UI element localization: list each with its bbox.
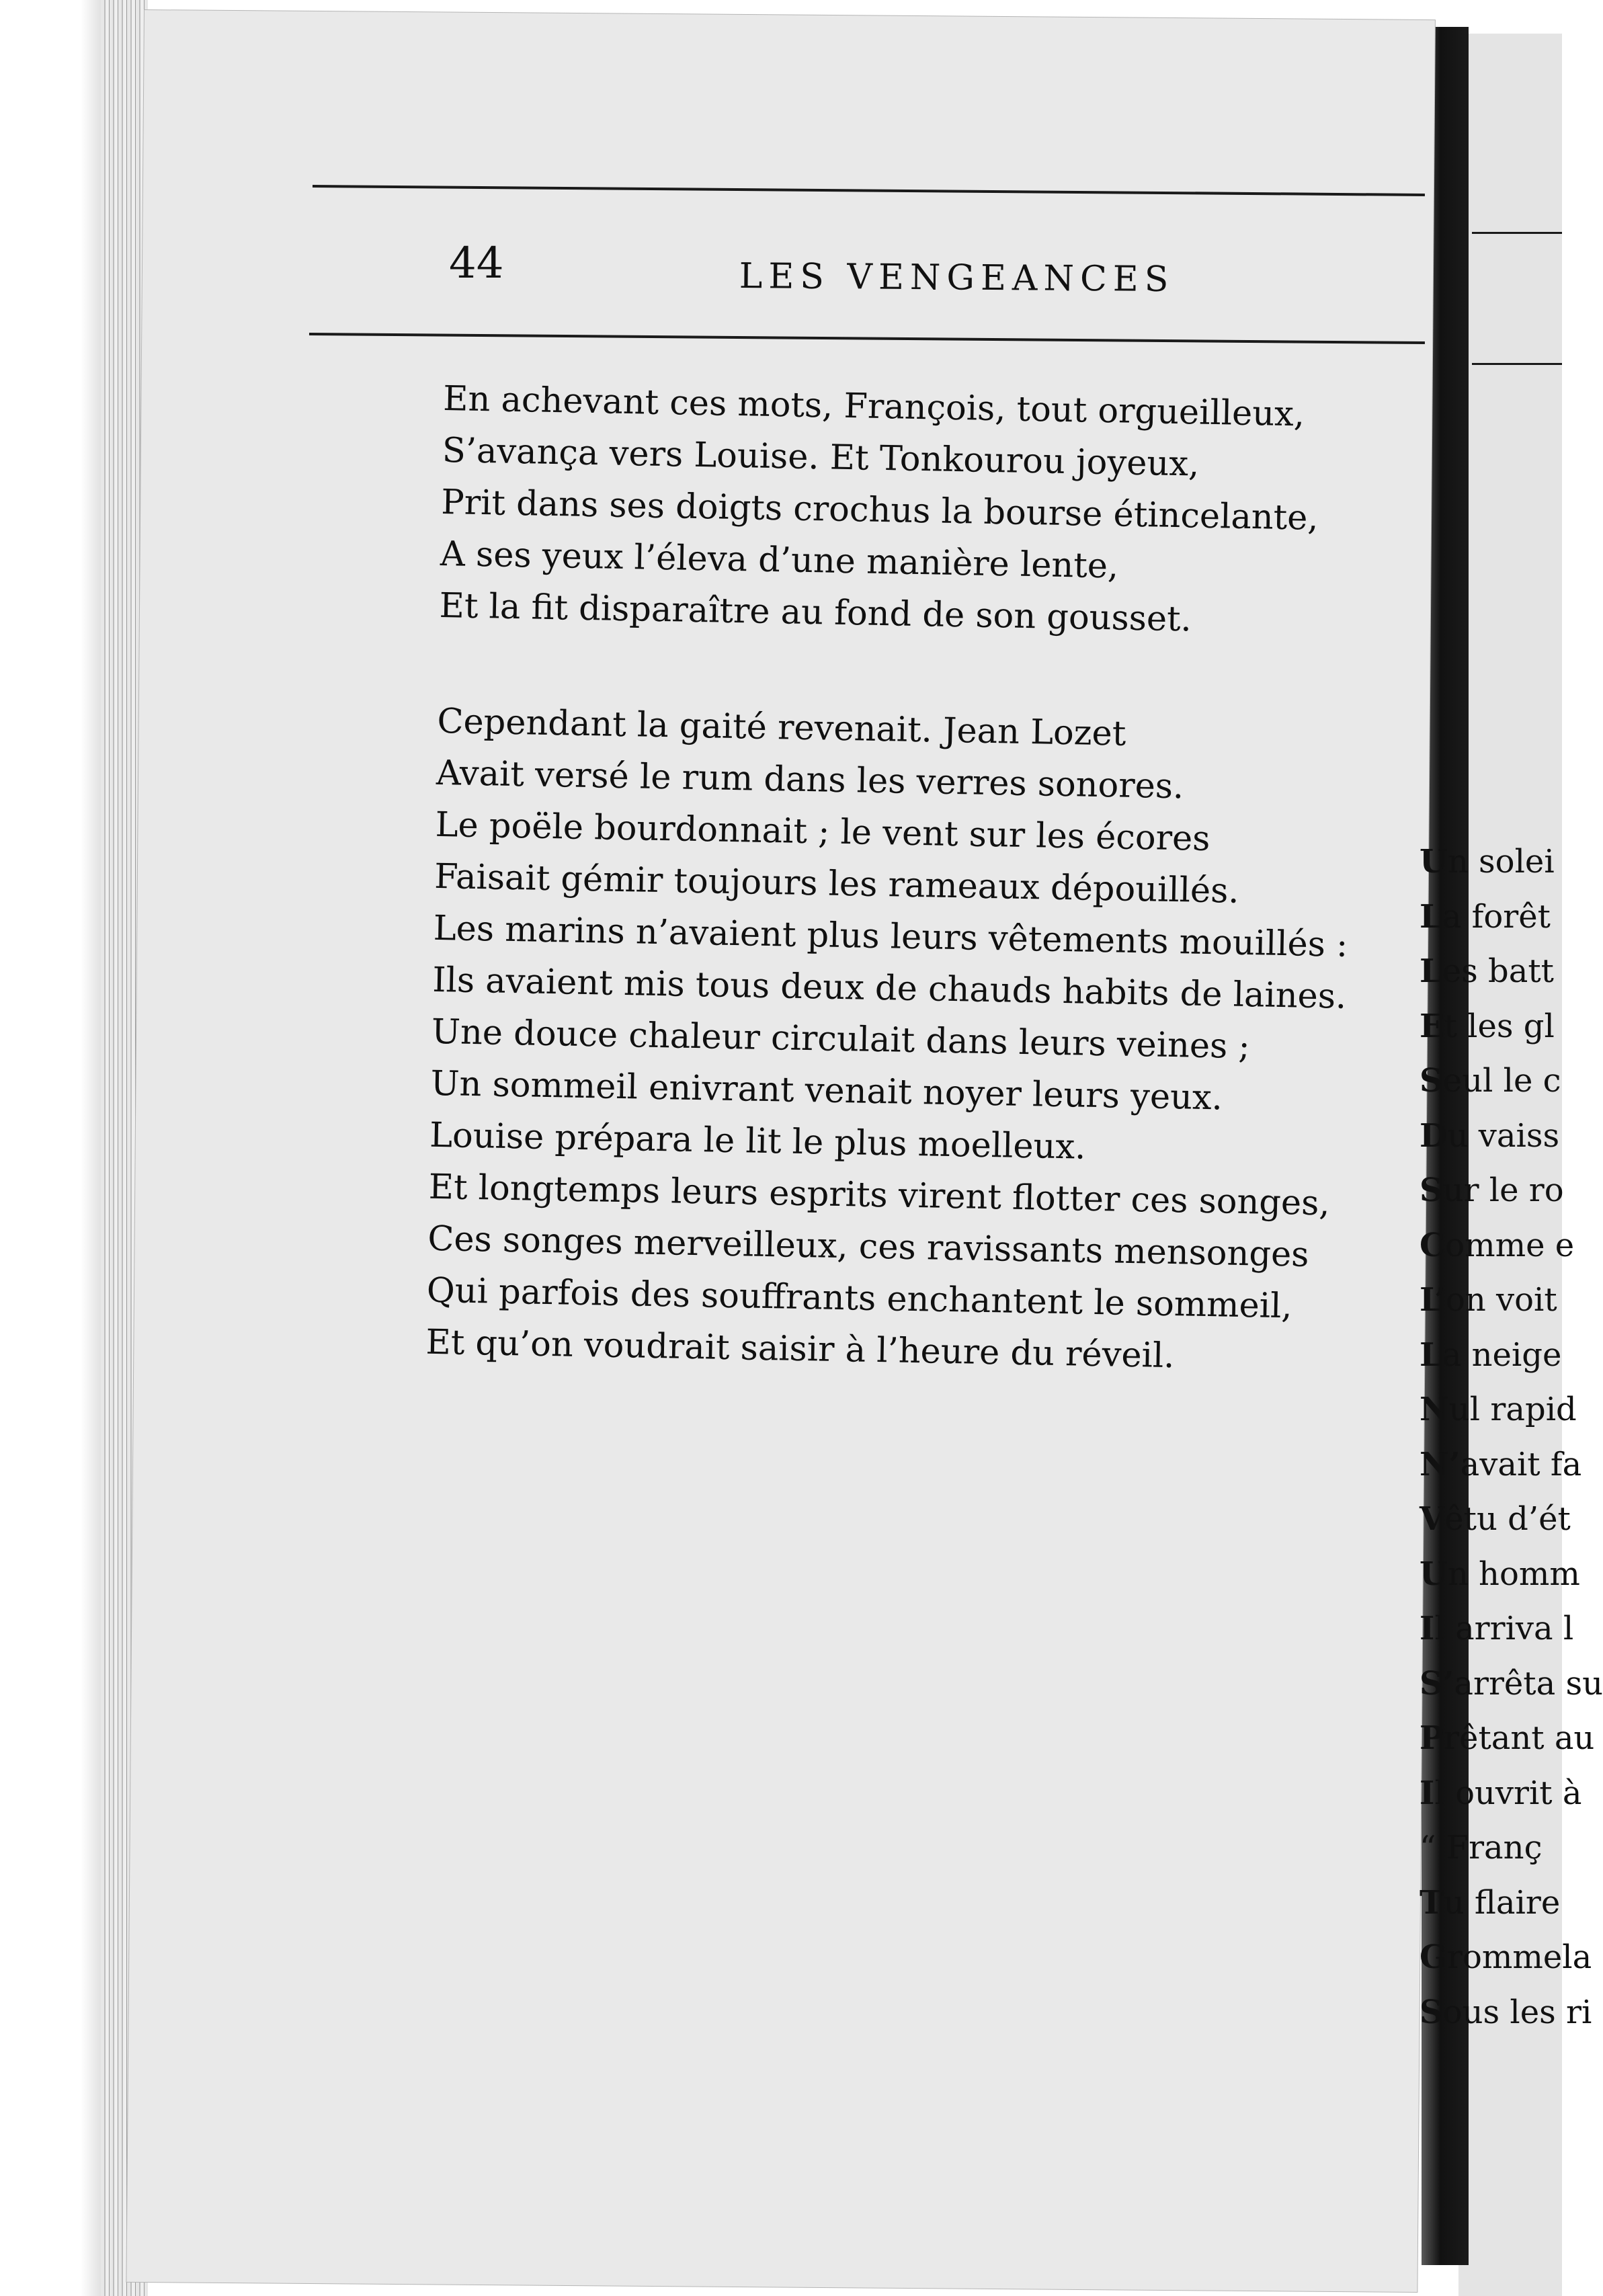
facing-page-line: Grommela: [1420, 1938, 1592, 1976]
poem-line: Les marins n’avaient plus leurs vêtements mouillés :: [433, 908, 1348, 965]
poem-line: Le poële bourdonnait ; le vent sur les écores: [435, 805, 1210, 860]
facing-page-line: Un homm: [1420, 1555, 1580, 1593]
facing-page-line: Les batt: [1420, 952, 1554, 990]
running-head: LES VENGEANCES: [739, 256, 1175, 300]
poem-line: Cependant la gaité revenait. Jean Lozet: [436, 701, 1126, 754]
poem-line: Et la fit disparaître au fond de son gousset.: [439, 585, 1192, 640]
poem-line: Et longtemps leurs esprits virent flotter ces songes,: [428, 1167, 1331, 1224]
poem-line: Un sommeil enivrant venait noyer leurs yeux.: [430, 1063, 1223, 1118]
poem-line: Ces songes merveilleux, ces ravissants mensonges: [427, 1219, 1309, 1275]
facing-page-line: Prêtant au: [1420, 1719, 1595, 1757]
facing-page-line: Il arriva l: [1420, 1610, 1574, 1647]
facing-page-line: Et les gl: [1420, 1007, 1555, 1045]
poem-line: Prit dans ses doigts crochus la bourse étincelante,: [440, 482, 1319, 538]
poem-line: Louise prépara le lit le plus moelleux.: [429, 1115, 1086, 1167]
facing-page-line: Il ouvrit à: [1420, 1774, 1582, 1812]
facing-page-line: Comme e: [1420, 1226, 1575, 1264]
facing-page-line: La neige: [1420, 1336, 1562, 1374]
poem-line: Qui parfois des souffrants enchantent le sommeil,: [426, 1270, 1293, 1327]
poem-line: Et qu’on voudrait saisir à l’heure du réveil.: [425, 1322, 1175, 1377]
facing-page-line: La forêt: [1420, 897, 1551, 936]
facing-page-line: Un solei: [1420, 843, 1555, 880]
facing-page-line: Du vaiss: [1420, 1116, 1560, 1155]
facing-page-line: Sous les ri: [1420, 1993, 1592, 2031]
page-number: 44: [449, 239, 504, 288]
poem-text: [425, 373, 1398, 1386]
facing-page-line: Seul le c: [1420, 1062, 1561, 1100]
poem-line: Avait versé le rum dans les verres sonores.: [436, 753, 1184, 807]
facing-page-line: “ Franç: [1420, 1829, 1543, 1867]
poem-line: S’avança vers Louise. Et Tonkourou joyeux,: [442, 430, 1200, 485]
stanza: [425, 696, 1392, 1386]
facing-page-line: S’arrêta su: [1420, 1664, 1603, 1703]
poem-line: Ils avaient mis tous deux de chauds habits de laines.: [431, 960, 1347, 1017]
facing-page-line: L’on voit: [1420, 1281, 1557, 1319]
poem-line: A ses yeux l’éleva d’une manière lente,: [440, 534, 1119, 587]
facing-page-text: [1420, 835, 1603, 2040]
facing-page-line: Vêtu d’ét: [1420, 1500, 1571, 1538]
poem-line: En achevant ces mots, François, tout orgueilleux,: [442, 378, 1305, 435]
facing-page-line: Tu flaire: [1420, 1883, 1561, 1922]
poem-line: Une douce chaleur circulait dans leurs veines ;: [431, 1012, 1251, 1067]
facing-page-line: Sur le ro: [1420, 1172, 1564, 1209]
stanza: [439, 373, 1398, 649]
facing-page-line: N’avait fa: [1420, 1445, 1582, 1483]
facing-page-line: Nul rapid: [1420, 1391, 1577, 1428]
facing-page-rule-bottom: [1472, 363, 1562, 365]
facing-page-rule-top: [1472, 232, 1562, 234]
poem-line: Faisait gémir toujours les rameaux dépouillés.: [434, 856, 1240, 911]
